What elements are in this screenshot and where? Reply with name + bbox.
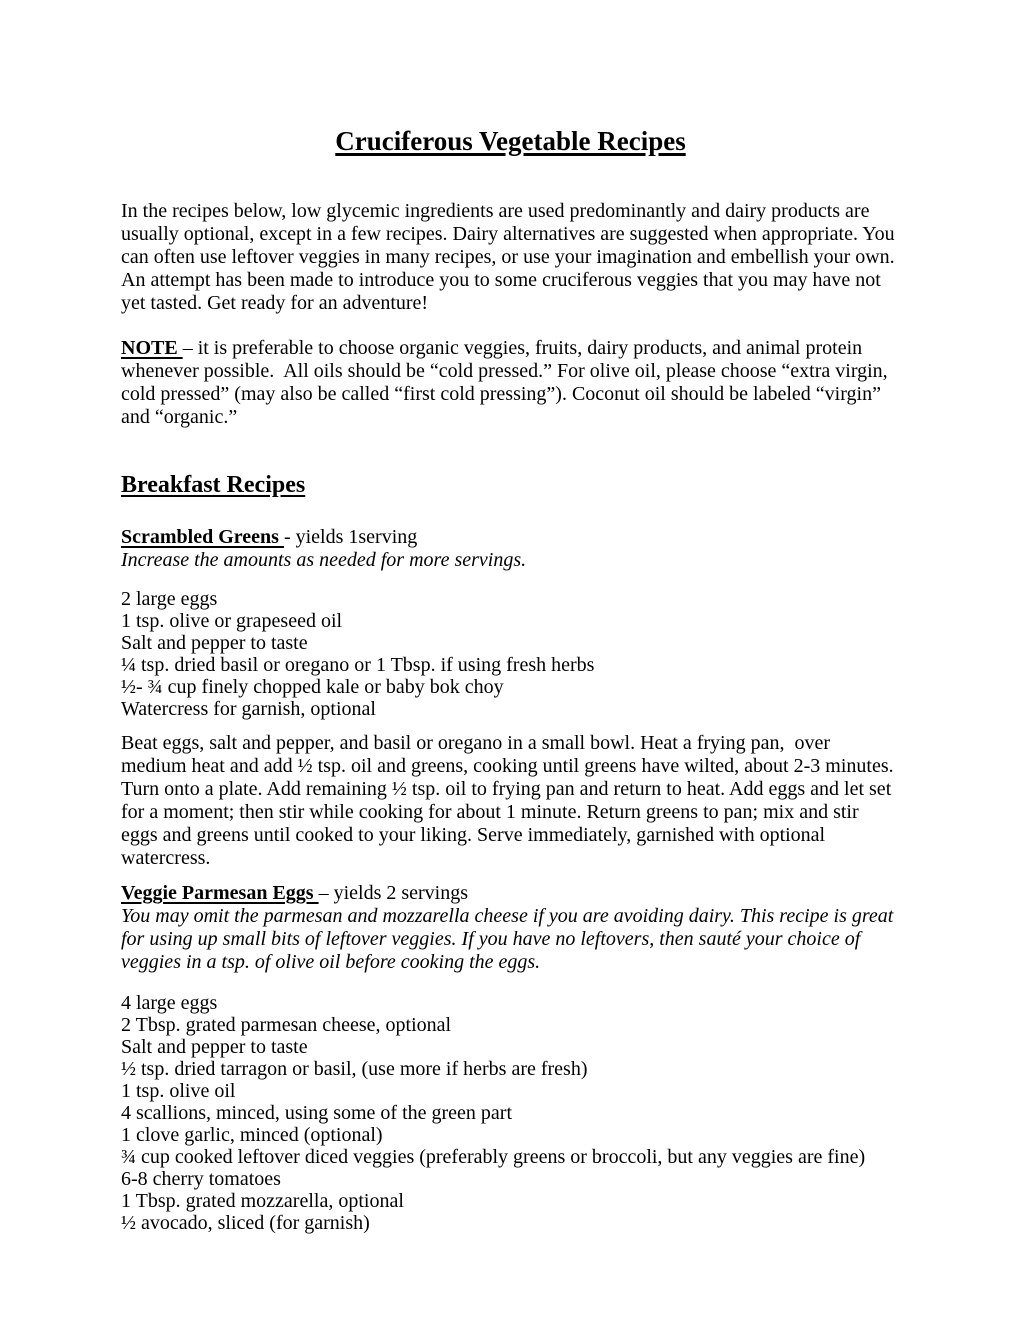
recipe-name: Veggie Parmesan Eggs [121, 882, 319, 904]
ingredient-line: ½ avocado, sliced (for garnish) [121, 1212, 370, 1234]
ingredient-line: 2 Tbsp. grated parmesan cheese, optional [121, 1014, 452, 1036]
note-paragraph [121, 337, 900, 429]
ingredient-line: 1 tsp. olive oil [121, 1080, 236, 1102]
ingredient-line: ¾ cup cooked leftover diced veggies (preferably greens or broccoli, but any veggies are fine) [121, 1146, 866, 1168]
recipe-yield: – yields 2 servings [318, 882, 469, 904]
ingredient-list-veggie-parmesan-eggs [121, 992, 900, 1234]
ingredient-line: 6-8 cherry tomatoes [121, 1168, 281, 1190]
recipe-title-veggie-parmesan-eggs [121, 882, 900, 905]
ingredient-line: Salt and pepper to taste [121, 1036, 308, 1058]
recipe-name: Scrambled Greens [121, 526, 284, 548]
ingredient-line: ¼ tsp. dried basil or oregano or 1 Tbsp. if using fresh herbs [121, 654, 595, 676]
ingredient-line: 1 clove garlic, minced (optional) [121, 1124, 383, 1146]
note-label: NOTE [121, 337, 183, 359]
recipe-description: Increase the amounts as needed for more servings. [121, 549, 527, 571]
ingredient-line: Watercress for garnish, optional [121, 698, 376, 720]
recipe-instructions: Beat eggs, salt and pepper, and basil or oregano in a small bowl. Heat a frying pan, over medium heat and add ½ tsp. oil and greens, cooking until greens have wilted, about 2-3 minutes. Turn onto a plate. Add remaining ½ tsp. oil to frying pan and return to heat. Add eggs and let set for a moment; then stir while cooking for about 1 minute. Return greens to pan; mix and stir eggs and greens until cooked to your liking. Serve immediately, garnished with optional watercress. [121, 732, 899, 869]
section-heading-breakfast: Breakfast Recipes [121, 472, 306, 498]
recipe-yield: - yields 1serving [283, 526, 418, 548]
ingredient-line: ½- ¾ cup finely chopped kale or baby bok choy [121, 676, 504, 698]
intro-paragraph: In the recipes below, low glycemic ingredients are used predominantly and dairy products are usually optional, except in a few recipes. Dairy alternatives are suggested when appropriate. You can often use leftover veggies in many recipes, or use your imagination and embellish your own. An attempt has been made to introduce you to some cruciferous veggies that you may have not yet tasted. Get ready for an adventure! [121, 200, 900, 314]
ingredient-line: 4 scallions, minced, using some of the green part [121, 1102, 513, 1124]
document-title: Cruciferous Vegetable Recipes [335, 126, 686, 156]
ingredient-line: 4 large eggs [121, 992, 218, 1014]
note-text: – it is preferable to choose organic veggies, fruits, dairy products, and animal protein whenever possible. All oils should be “cold pressed.” For olive oil, please choose “extra virgin, cold pressed” (may also be called “first cold pressing”). Coconut oil should be labeled “virgin” and “organic.” [121, 337, 893, 428]
ingredient-line: 2 large eggs [121, 588, 218, 610]
ingredient-line: ½ tsp. dried tarragon or basil, (use more if herbs are fresh) [121, 1058, 588, 1080]
ingredient-list-scrambled-greens [121, 588, 900, 720]
ingredient-line: 1 tsp. olive or grapeseed oil [121, 610, 343, 632]
recipe-description: You may omit the parmesan and mozzarella cheese if you are avoiding dairy. This recipe is great for using up small bits of leftover veggies. If you have no leftovers, then sauté your choice of veggies in a tsp. of olive oil before cooking the eggs. [121, 905, 899, 973]
recipe-title-scrambled-greens [121, 526, 900, 549]
ingredient-line: 1 Tbsp. grated mozzarella, optional [121, 1190, 404, 1212]
ingredient-line: Salt and pepper to taste [121, 632, 308, 654]
